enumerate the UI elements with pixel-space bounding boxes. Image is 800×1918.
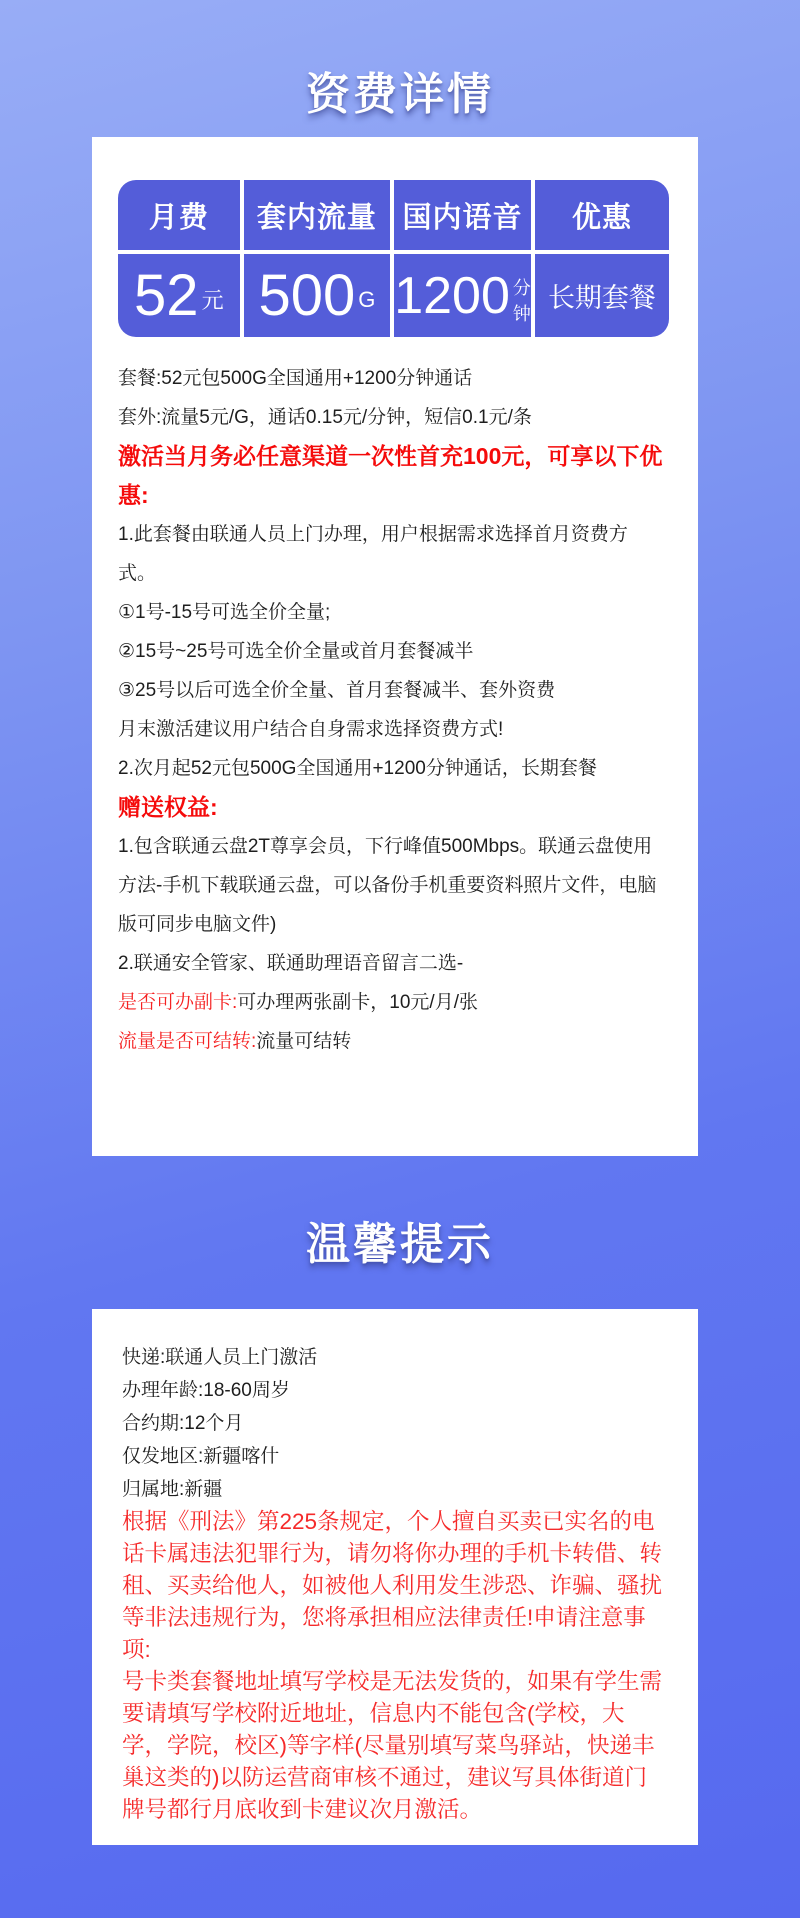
cloud-disk-benefit-line: 1.包含联通云盘2T尊享会员，下行峰值500Mbps。联通云盘使用方法-手机下载联通云盘，可以备份手机重要资料照片文件，电脑版可同步电脑文件) xyxy=(118,836,657,935)
option-3-line: ③25号以后可选全价全量、首月套餐减半、套外资费 xyxy=(118,680,556,701)
tips-info-text xyxy=(122,1341,668,1506)
secondary-card-label: 是否可办副卡: xyxy=(118,992,238,1013)
data-rollover-text: 流量可结转 xyxy=(256,1031,352,1052)
option-1-line: ①1号-15号可选全价全量; xyxy=(118,602,331,623)
table-cell-plan-data xyxy=(244,254,391,337)
number-region-line: 归属地:新疆 xyxy=(122,1479,223,1500)
rate-details-card xyxy=(92,137,698,1156)
legal-warning-paragraph: 根据《刑法》第225条规定，个人擅自买卖已实名的电话卡属违法犯罪行为，请勿将你办理的手机卡转借、转租、买卖给他人，如被他人利用发生涉恐、诈骗、骚扰等非法违规行为，您将承担相应法律责任!申请注意事项: xyxy=(122,1509,663,1662)
voice-minutes-value: 1200 xyxy=(394,266,510,325)
plan-data-value: 500 xyxy=(258,262,356,328)
gift-benefits-heading: 赠送权益: xyxy=(118,794,218,820)
table-header-domestic-voice: 国内语音 xyxy=(394,180,531,250)
plan-data-unit: G xyxy=(358,286,376,312)
plan-detail-text xyxy=(118,359,664,1061)
legal-warning-text xyxy=(122,1506,668,1826)
rate-details-title: 资费详情 xyxy=(306,70,494,119)
plan-summary-table xyxy=(118,180,669,337)
table-cell-monthly-fee xyxy=(118,254,240,337)
address-notice-paragraph: 号卡类套餐地址填写学校是无法发货的，如果有学生需要请填写学校附近地址，信息内不能包含(学校，大学，学院，校区)等字样(尽量别填写菜鸟驿站，快递丰巢这类的)以防运营商审核不通过，建议写具体街道门牌号都行月底收到卡建议次月激活。 xyxy=(122,1669,663,1822)
table-cell-domestic-voice xyxy=(394,254,531,337)
overage-rates-line: 套外:流量5元/G，通话0.15元/分钟，短信0.1元/条 xyxy=(118,407,532,428)
plan-summary-line: 套餐:52元包500G全国通用+1200分钟通话 xyxy=(118,368,473,389)
first-recharge-notice: 激活当月务必任意渠道一次性首充100元，可享以下优惠: xyxy=(118,443,663,508)
table-header-promo: 优惠 xyxy=(535,180,669,250)
first-month-option-line: 1.此套餐由联通人员上门办理，用户根据需求选择首月资费方式。 xyxy=(118,524,628,584)
voice-minutes-unit: 分钟 xyxy=(512,277,531,324)
promo-value: 长期套餐 xyxy=(547,283,656,313)
data-rollover-line xyxy=(118,1022,664,1061)
table-header-plan-data: 套内流量 xyxy=(244,180,391,250)
monthly-fee-value: 52 xyxy=(134,262,199,328)
table-header-monthly-fee: 月费 xyxy=(118,180,240,250)
table-cell-promo xyxy=(535,254,669,337)
age-requirement-line: 办理年龄:18-60周岁 xyxy=(122,1380,290,1401)
month-end-advice-line: 月末激活建议用户结合自身需求选择资费方式! xyxy=(118,719,504,740)
delivery-line: 快递:联通人员上门激活 xyxy=(122,1347,318,1368)
next-month-plan-line: 2.次月起52元包500G全国通用+1200分钟通话，长期套餐 xyxy=(118,758,597,779)
data-rollover-label: 流量是否可结转: xyxy=(118,1031,257,1052)
shipping-region-line: 仅发地区:新疆喀什 xyxy=(122,1446,280,1467)
secondary-card-text: 可办理两张副卡，10元/月/张 xyxy=(237,992,478,1013)
option-2-line: ②15号~25号可选全价全量或首月套餐减半 xyxy=(118,641,474,662)
warm-tips-title: 温馨提示 xyxy=(306,1220,494,1269)
contract-period-line: 合约期:12个月 xyxy=(122,1413,244,1434)
warm-tips-card xyxy=(92,1309,698,1845)
secondary-card-line xyxy=(118,983,664,1022)
monthly-fee-unit: 元 xyxy=(201,288,224,313)
security-assistant-line: 2.联通安全管家、联通助理语音留言二选- xyxy=(118,953,464,974)
